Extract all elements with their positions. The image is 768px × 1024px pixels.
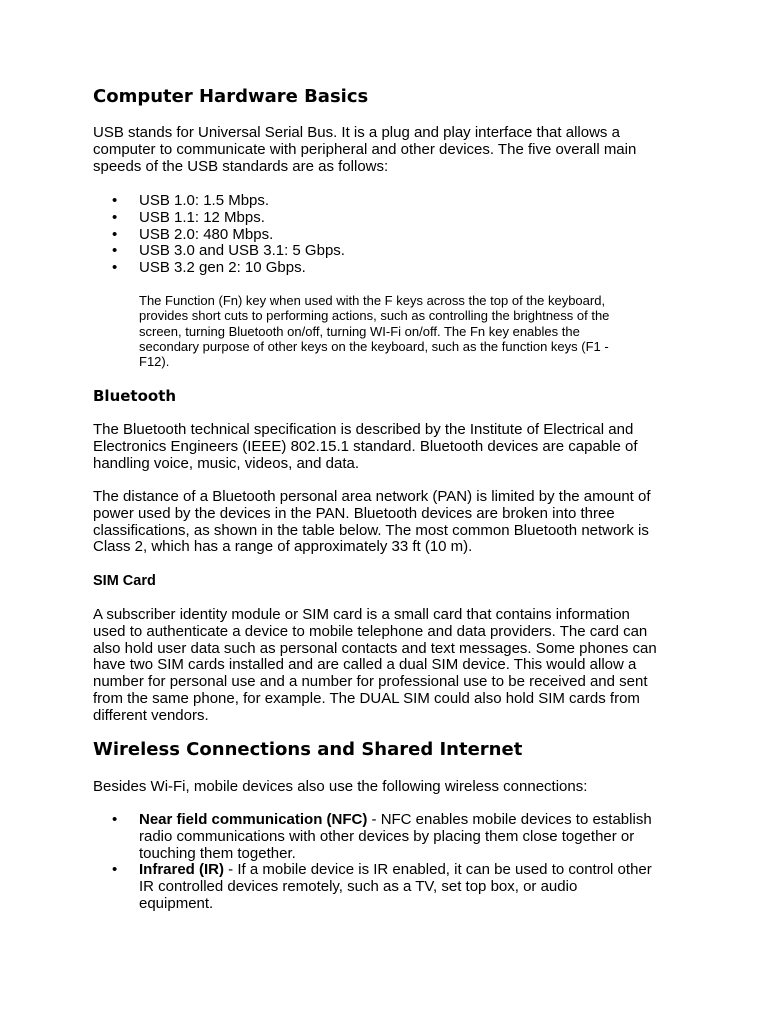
bluetooth-paragraph-1	[93, 422, 693, 472]
text-line: classifications, as shown in the table below. The most common Bluetooth network is	[93, 521, 649, 539]
text-line: also hold user data such as personal contacts and text messages. Some phones can	[93, 639, 657, 657]
list-item-text: radio communications with other devices by placing them close together or	[139, 827, 635, 845]
list-item-text: USB 1.0: 1.5 Mbps.	[139, 192, 270, 209]
text-line: The Bluetooth technical specification is described by the Institute of Electrical and	[93, 421, 634, 438]
usb-intro-paragraph	[93, 125, 693, 175]
list-item-text: USB 1.1: 12 Mbps.	[139, 208, 265, 226]
list-item-text: touching them together.	[139, 844, 296, 862]
text-line: The distance of a Bluetooth personal area network (PAN) is limited by the amount of	[93, 488, 651, 505]
text-line: The Function (Fn) key when used with the F keys across the top of the keyboard,	[139, 293, 606, 308]
wireless-connection-list	[112, 812, 652, 913]
wireless-heading: Wireless Connections and Shared Internet	[93, 739, 523, 760]
list-item-ir	[112, 862, 652, 912]
text-line: screen, turning Bluetooth on/off, turning WI-Fi on/off. The Fn key enables the	[139, 323, 580, 339]
list-item	[112, 227, 345, 244]
text-line: computer to communicate with peripheral and other devices. The five overall main	[93, 140, 637, 158]
list-item-text: USB 3.0 and USB 3.1: 5 Gbps.	[139, 242, 345, 260]
text-line: number for personal use and a number for professional use to be received and sent	[93, 673, 648, 691]
list-item-term: Infrared (IR)	[139, 861, 225, 879]
text-line: USB stands for Universal Serial Bus. It is a plug and play interface that allows a	[93, 124, 620, 141]
text-line: used to authenticate a device to mobile telephone and data providers. The card can	[93, 622, 648, 640]
list-item-text: - If a mobile device is IR enabled, it can be used to control other	[224, 861, 652, 879]
text-line: Class 2, which has a range of approximately 33 ft (10 m).	[93, 538, 473, 556]
text-line: from the same phone, for example. The DUAL SIM could also hold SIM cards from	[93, 689, 640, 707]
bullet-icon: •	[112, 259, 118, 277]
text-line: have two SIM cards installed and are called a dual SIM device. This would allow a	[93, 656, 637, 674]
bullet-icon: •	[112, 225, 118, 243]
usb-speed-list	[112, 193, 345, 277]
bullet-icon: •	[112, 208, 118, 226]
bluetooth-heading: Bluetooth	[93, 387, 177, 405]
text-line: Besides Wi-Fi, mobile devices also use the following wireless connections:	[93, 778, 588, 795]
list-item-text: USB 3.2 gen 2: 10 Gbps.	[139, 259, 306, 277]
sim-card-paragraph	[93, 607, 693, 725]
list-item-text: USB 2.0: 480 Mbps.	[139, 225, 274, 243]
text-line: Electronics Engineers (IEEE) 802.15.1 standard. Bluetooth devices are capable of	[93, 437, 638, 455]
text-line: F12).	[139, 354, 170, 370]
text-line: A subscriber identity module or SIM card is a small card that contains information	[93, 606, 630, 623]
fn-key-note	[139, 293, 609, 369]
text-line: handling voice, music, videos, and data.	[93, 454, 359, 472]
wireless-intro	[93, 779, 693, 796]
list-item-text: equipment.	[139, 894, 214, 912]
bluetooth-paragraph-2	[93, 489, 693, 556]
text-line: provides short cuts to performing actions, such as controlling the brightness of the	[139, 308, 610, 324]
list-item	[112, 260, 345, 277]
bullet-icon: •	[112, 242, 118, 260]
text-line: secondary purpose of other keys on the keyboard, such as the function keys (F1 -	[139, 338, 609, 354]
sim-card-heading: SIM Card	[93, 573, 156, 589]
text-line: speeds of the USB standards are as follows:	[93, 157, 389, 175]
text-line: power used by the devices in the PAN. Bluetooth devices are broken into three	[93, 504, 615, 522]
list-item	[112, 243, 345, 260]
list-item-text: IR controlled devices remotely, such as a TV, set top box, or audio	[139, 878, 578, 896]
text-line: different vendors.	[93, 706, 209, 724]
bullet-icon: •	[112, 861, 118, 879]
bullet-icon: •	[112, 811, 118, 828]
list-item-nfc	[112, 812, 652, 862]
list-item	[112, 210, 345, 227]
list-item-text: - NFC enables mobile devices to establish	[367, 811, 652, 828]
bullet-icon: •	[112, 192, 118, 209]
list-item-term: Near field communication (NFC)	[139, 811, 368, 828]
list-item	[112, 193, 345, 210]
page-title: Computer Hardware Basics	[93, 86, 369, 107]
